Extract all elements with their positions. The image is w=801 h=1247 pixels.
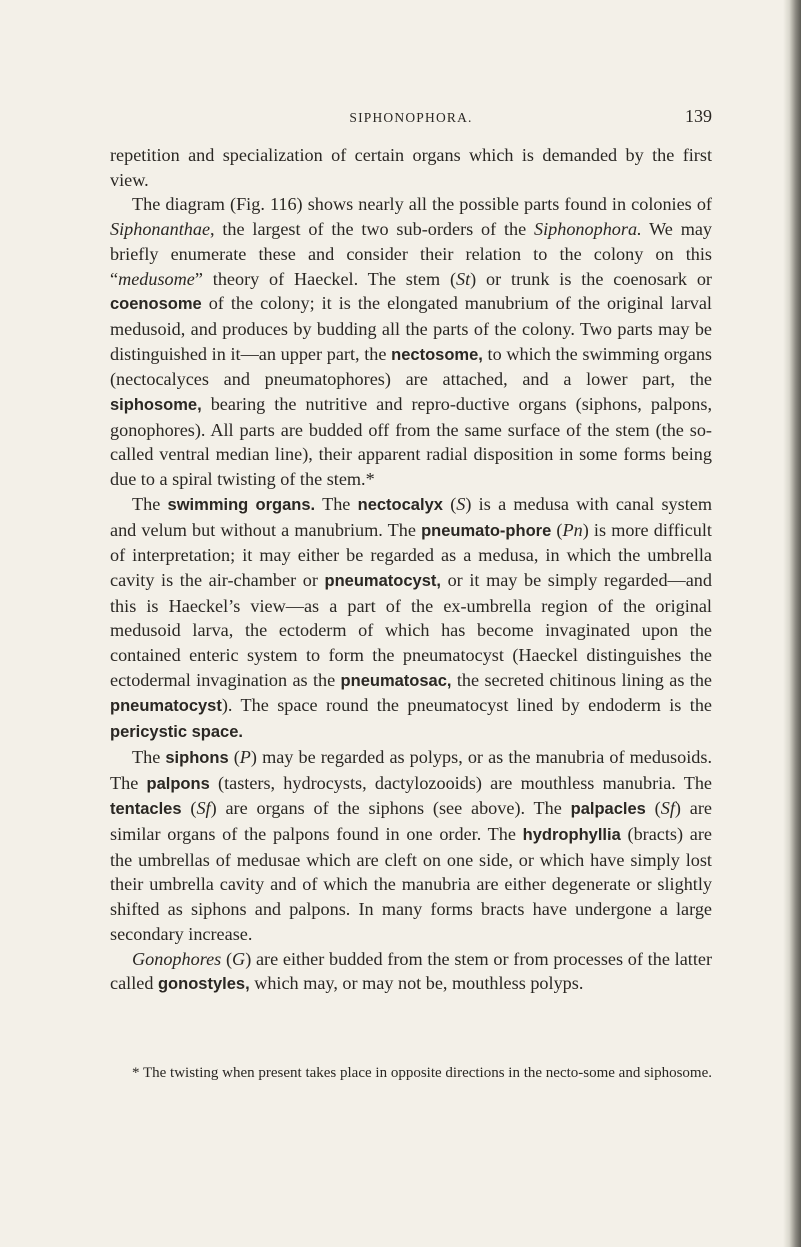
italic-run: Sf xyxy=(660,798,675,819)
italic-run: Pn xyxy=(562,519,583,540)
bold-term: pneumato-phore xyxy=(421,521,552,540)
text-run: ( xyxy=(645,798,661,819)
paragraph xyxy=(110,192,712,491)
bold-term: gonostyles, xyxy=(157,975,250,994)
text-run: The diagram (Fig. 116) shows nearly all the possible parts found in colonies of xyxy=(132,194,712,215)
bold-term: tentacles xyxy=(110,800,182,819)
text-run: ) is more difficult of interpretation; it may either be regarded as a medusa, in which the umbrella cavity is the air-chamber or xyxy=(110,519,712,590)
text-run: bearing the nutritive and repro-ductive organs (siphons, palpons, gonophores). All parts are budded off from the same surface of the stem (the so-called ventral median line), their apparent radial disposition in some forms being due to a spiral twisting of the stem.* xyxy=(110,394,712,490)
bold-term: palpacles xyxy=(570,800,646,819)
italic-run: S xyxy=(456,493,466,514)
text-run: ( xyxy=(442,493,457,514)
italic-run: St xyxy=(456,268,471,289)
bold-term: coenosome xyxy=(110,295,202,314)
text-run: ) are organs of the siphons (see above). The xyxy=(210,798,571,819)
text-run: (bracts) are the umbrellas of medusae which are cleft on one side, or which have simply lost their umbrella cavity and of which the manubria are either degenerate or slightly shifted as siphons and palpons. In many forms bracts have undergone a large secondary increase. xyxy=(110,823,712,944)
text-run: The xyxy=(132,746,166,767)
bold-term: palpons xyxy=(146,774,210,793)
page-number: 139 xyxy=(685,106,712,126)
text-run: or it may be simply regarded—and this is Haeckel’s view—as a part of the ex-umbrella region of the original medusoid larva, the ectoderm of which has become invaginated upon the contained enteric system to form the pneumatocyst (Haeckel distinguishes the ectodermal invagination as the xyxy=(110,569,712,690)
text-run: ) or trunk is the coenosark or xyxy=(470,268,712,289)
paragraph xyxy=(110,947,712,997)
text-run: ( xyxy=(228,746,240,767)
text-run: ) may be regarded as polyps, or as the manubria of medusoids. The xyxy=(110,746,712,793)
bold-term: nectosome, xyxy=(391,345,483,364)
bold-term: pneumatocyst, xyxy=(324,571,441,590)
text-run: ) are either budded from the stem or from processes of the latter called xyxy=(110,948,712,994)
text-run: ) is a medusa with canal system and velum but without a manubrium. The xyxy=(110,493,712,540)
page-header xyxy=(110,104,712,132)
bold-term: hydrophyllia xyxy=(522,825,621,844)
text-run: to which the swimming organs (nectocalyces and pneumatophores) are attached, and a lower part, the xyxy=(110,343,713,390)
text-run: We may briefly enumerate these and consider their relation to the colony on this “ xyxy=(110,219,713,289)
bold-term: nectocalyx xyxy=(357,495,443,514)
italic-run: Gonophores xyxy=(132,948,222,969)
footnote: * The twisting when present takes place in opposite directions in the necto-some and siphosome. xyxy=(132,1065,713,1081)
text-run: ” theory of Haeckel. The stem ( xyxy=(194,268,457,289)
paragraph xyxy=(110,492,712,745)
text-run: ) are similar organs of the palpons found in one order. The xyxy=(110,798,712,844)
bold-term: pneumatosac, xyxy=(340,671,452,690)
text-run: The xyxy=(132,493,168,514)
bold-term: siphons xyxy=(165,748,229,767)
text-run: of the colony; it is the elongated manubrium of the original larval medusoid, and produces by budding all the parts of the colony. Two parts may be distinguished in it—an upper part, the xyxy=(110,293,712,364)
paragraph xyxy=(110,745,712,947)
text-run: The xyxy=(315,493,358,514)
italic-run: Sf xyxy=(196,798,211,819)
running-head: SIPHONOPHORA. xyxy=(349,110,473,125)
text-run: ). The space round the pneumatocyst lined by endoderm is the xyxy=(221,695,712,716)
bold-term: swimming organs. xyxy=(167,495,316,514)
body-text xyxy=(110,143,712,997)
italic-run: G xyxy=(232,948,246,969)
bold-term: pericystic space. xyxy=(110,723,243,742)
text-run: , the largest of the two sub-orders of the xyxy=(210,219,534,240)
paragraph xyxy=(110,143,712,192)
bold-term: siphosome, xyxy=(110,396,202,415)
text-run: (tasters, hydrocysts, dactylozooids) are mouthless manubria. The xyxy=(209,772,713,793)
text-run: which may, or may not be, mouthless polyps. xyxy=(249,973,584,994)
page-edge-shadow xyxy=(783,0,801,1247)
italic-run: medusome xyxy=(118,268,195,289)
bold-term: pneumatocyst xyxy=(110,697,222,716)
text-run: ( xyxy=(181,798,197,819)
italic-run: P xyxy=(239,746,251,767)
italic-run: Siphonanthae xyxy=(110,219,211,240)
text-run: repetition and specialization of certain organs which is demanded by the first view. xyxy=(110,145,712,190)
text-run: ( xyxy=(221,948,233,969)
text-run: the secreted chitinous lining as the xyxy=(451,669,712,690)
italic-run: Siphonophora. xyxy=(534,219,642,240)
text-run: ( xyxy=(551,519,563,540)
